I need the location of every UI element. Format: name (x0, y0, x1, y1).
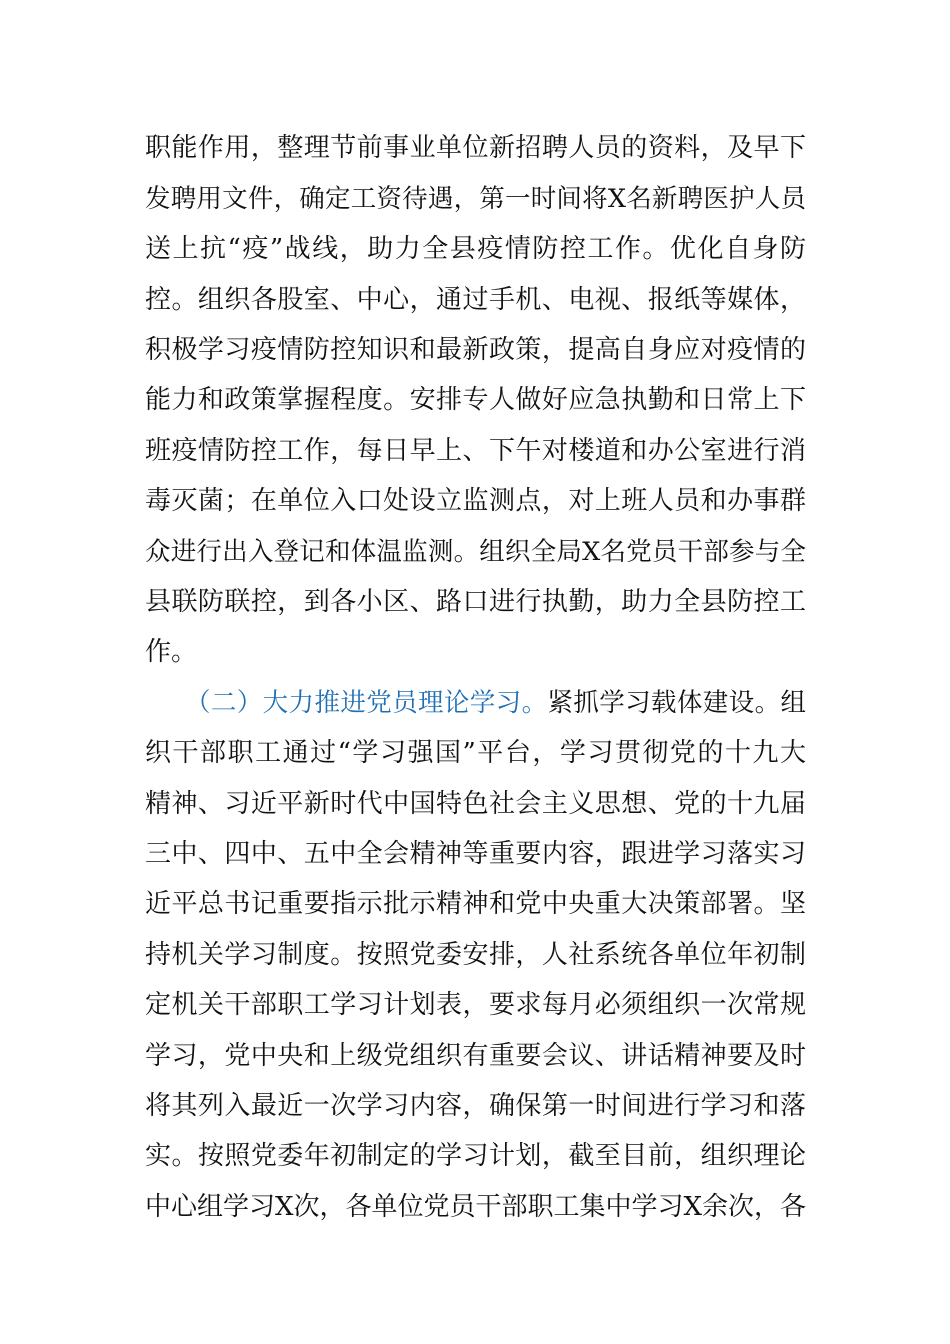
paragraph-line: 职能作用，整理节前事业单位新招聘人员的资料，及早下 (145, 133, 806, 163)
paragraph-line: 能力和政策掌握程度。安排专人做好应急执勤和日常上下 (145, 385, 806, 415)
paragraph-line: 作。 (145, 637, 198, 667)
section-first-text: 紧抓学习载体建设。组 (547, 688, 806, 718)
paragraph-line: 县联防联控，到各小区、路口进行执勤，助力全县防控工 (145, 587, 806, 617)
paragraph-line: 学习，党中央和上级党组织有重要会议、讲话精神要及时 (145, 1041, 806, 1071)
paragraph-line: 众进行出入登记和体温监测。组织全局X名党员干部参与全 (145, 537, 806, 567)
paragraph-line: 实。按照党委年初制定的学习计划，截至目前，组织理论 (145, 1141, 806, 1171)
section-heading-line (185, 683, 806, 723)
paragraph-line: 班疫情防控工作，每日早上、下午对楼道和办公室进行消 (145, 436, 806, 466)
paragraph-line: 送上抗“疫”战线，助力全县疫情防控工作。优化自身防 (145, 234, 806, 264)
paragraph-line: 定机关干部职工学习计划表，要求每月必须组织一次常规 (145, 990, 806, 1020)
paragraph-line: 发聘用文件，确定工资待遇，第一时间将X名新聘医护人员 (145, 184, 806, 214)
paragraph-line: 中心组学习X次，各单位党员干部职工集中学习X余次，各 (145, 1192, 807, 1222)
paragraph-line: 织干部职工通过“学习强国”平台，学习贯彻党的十九大 (145, 738, 806, 768)
paragraph-line: 将其列入最近一次学习内容，确保第一时间进行学习和落 (145, 1091, 806, 1121)
paragraph-line: 毒灭菌；在单位入口处设立监测点，对上班人员和办事群 (145, 486, 806, 516)
section-heading: （二）大力推进党员理论学习。 (185, 688, 548, 718)
paragraph-line: 积极学习疫情防控知识和最新政策，提高自身应对疫情的 (145, 335, 806, 365)
paragraph-line: 持机关学习制度。按照党委安排，人社系统各单位年初制 (145, 940, 806, 970)
paragraph-line: 精神、习近平新时代中国特色社会主义思想、党的十九届 (145, 789, 806, 819)
paragraph-line: 三中、四中、五中全会精神等重要内容，跟进学习落实习 (145, 839, 806, 869)
paragraph-line: 近平总书记重要指示批示精神和党中央重大决策部署。坚 (145, 889, 806, 919)
paragraph-line: 控。组织各股室、中心，通过手机、电视、报纸等媒体， (145, 285, 806, 315)
